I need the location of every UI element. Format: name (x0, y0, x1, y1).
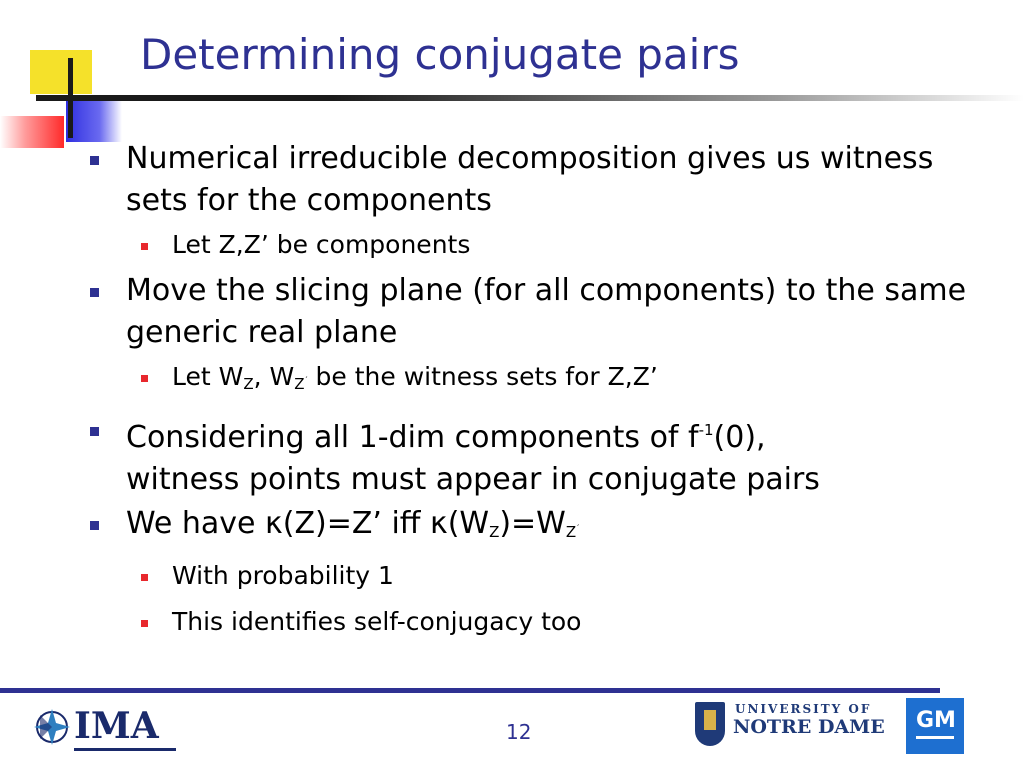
shield-icon (695, 702, 725, 746)
superscript: -1 (698, 421, 714, 439)
subscript: Z (489, 523, 500, 541)
bullet-text: Move the slicing plane (for all components) to the same generic real plane (126, 273, 967, 350)
sub-bullet-text-part: Let W (172, 362, 244, 391)
title-rule (36, 95, 1024, 101)
bullet-item (0, 138, 976, 222)
notre-dame-line1: UNIVERSITY OF (735, 702, 872, 716)
bullet-text-part: witness points must appear in conjugate pairs (126, 462, 820, 497)
bullet-text-part: (0), (713, 420, 766, 455)
bullet-marker (90, 521, 99, 530)
prime-mark: ′ (577, 524, 580, 534)
sub-bullet-text-part: be the witness sets for Z,Z’ (307, 362, 658, 391)
sub-bullet-text: Let Z,Z’ be components (172, 230, 471, 259)
gm-logo (906, 698, 964, 754)
sub-bullet-item (0, 553, 1024, 599)
bullet-text-part: Considering all 1-dim components of f (126, 420, 699, 455)
prime-mark: ′ (305, 376, 308, 386)
subscript: Z (243, 375, 254, 393)
ima-logo (32, 703, 182, 753)
decor-yellow-square (30, 50, 92, 94)
page-number: 12 (506, 720, 532, 744)
bullet-marker (90, 288, 99, 297)
sub-bullet-text-part: , W (253, 362, 295, 391)
sub-bullet-text: With probability 1 (172, 561, 394, 590)
notre-dame-line2: NOTRE DAME (733, 716, 885, 738)
ima-logo-text: IMA (74, 705, 159, 747)
bullet-text-part: )=W (499, 506, 566, 541)
sub-bullet-text: This identifies self-conjugacy too (172, 607, 582, 636)
bullet-marker (90, 156, 99, 165)
bullet-text: Numerical irreducible decomposition gives us witness sets for the components (126, 141, 934, 218)
gm-logo-text: GM (916, 708, 956, 733)
sub-bullet-item (0, 354, 1024, 407)
sub-bullet-marker (141, 375, 148, 382)
decor-vertical-line (68, 58, 73, 138)
kappa-symbol: κ (430, 506, 448, 541)
ima-logo-underline (74, 748, 176, 751)
sub-bullet-item (0, 222, 1024, 268)
notre-dame-logo (695, 700, 885, 754)
ima-star-icon (32, 703, 72, 751)
subscript: Z′ (565, 523, 580, 541)
decor-blue-square (66, 100, 122, 142)
bullet-list (0, 138, 1024, 645)
bullet-text-part: We have (126, 506, 266, 541)
slide-title: Determining conjugate pairs (140, 30, 740, 79)
sub-bullet-marker (141, 243, 148, 250)
gm-logo-underline (916, 736, 954, 739)
sub-bullet-marker (141, 620, 148, 627)
bullet-text-part: (W (447, 506, 490, 541)
bullet-item (0, 409, 976, 501)
footer-rule (0, 688, 940, 693)
sub-bullet-item (0, 599, 1024, 645)
sub-bullet-marker (141, 574, 148, 581)
bullet-marker (90, 427, 99, 436)
bullet-text-part: (Z)=Z’ iff (282, 506, 430, 541)
kappa-symbol: κ (265, 506, 283, 541)
bullet-item (0, 503, 976, 553)
bullet-item (0, 270, 976, 354)
subscript: Z′ (294, 375, 308, 393)
